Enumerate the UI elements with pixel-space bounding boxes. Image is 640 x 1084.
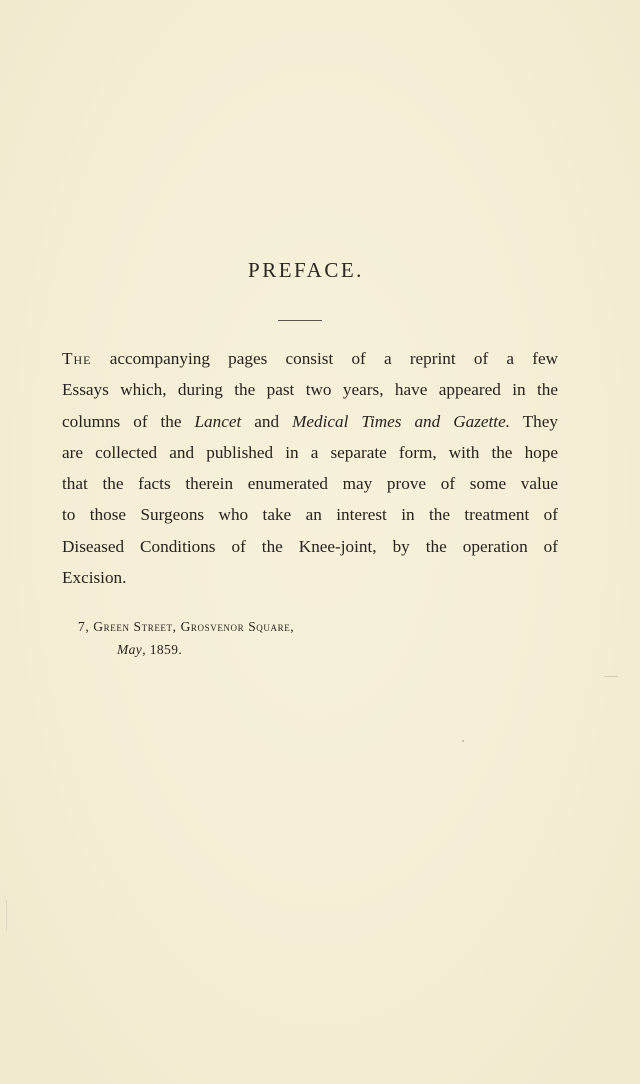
paragraph-line: that the facts therein enumerated may prove of some value — [62, 474, 558, 494]
author-address: 7, Green Street, Grosvenor Square, — [78, 619, 295, 634]
paragraph-line: Excision. — [62, 568, 127, 588]
line-text: and — [241, 411, 293, 431]
journal-title-medical-times: Medical Times and Gazette. — [292, 411, 511, 431]
date-year: , 1859. — [142, 642, 183, 657]
title-divider — [278, 320, 322, 321]
line-text: accompanying pages consist of a reprint of a few — [91, 349, 558, 368]
paragraph-line — [62, 343, 558, 374]
paper-speck — [6, 900, 7, 930]
preface-date — [117, 642, 182, 658]
paragraph-line: are collected and published in a separate form, with the hope — [62, 442, 558, 462]
paper-speck — [604, 676, 618, 677]
preface-paragraph — [62, 343, 558, 593]
paragraph-line — [62, 406, 558, 437]
line-text: They — [510, 411, 558, 431]
date-month: May — [117, 642, 143, 657]
paper-speck — [462, 740, 464, 742]
paragraph-line: Diseased Conditions of the Knee-joint, by the operation of — [62, 536, 558, 556]
paragraph-line: Essays which, during the past two years, have appeared in the — [62, 380, 558, 400]
opening-word: The — [62, 349, 92, 368]
paragraph-line: to those Surgeons who take an interest in the treatment of — [62, 505, 558, 525]
line-text: columns of the — [62, 411, 195, 431]
journal-title-lancet: Lancet — [194, 411, 242, 431]
page-title: PREFACE. — [248, 258, 364, 282]
